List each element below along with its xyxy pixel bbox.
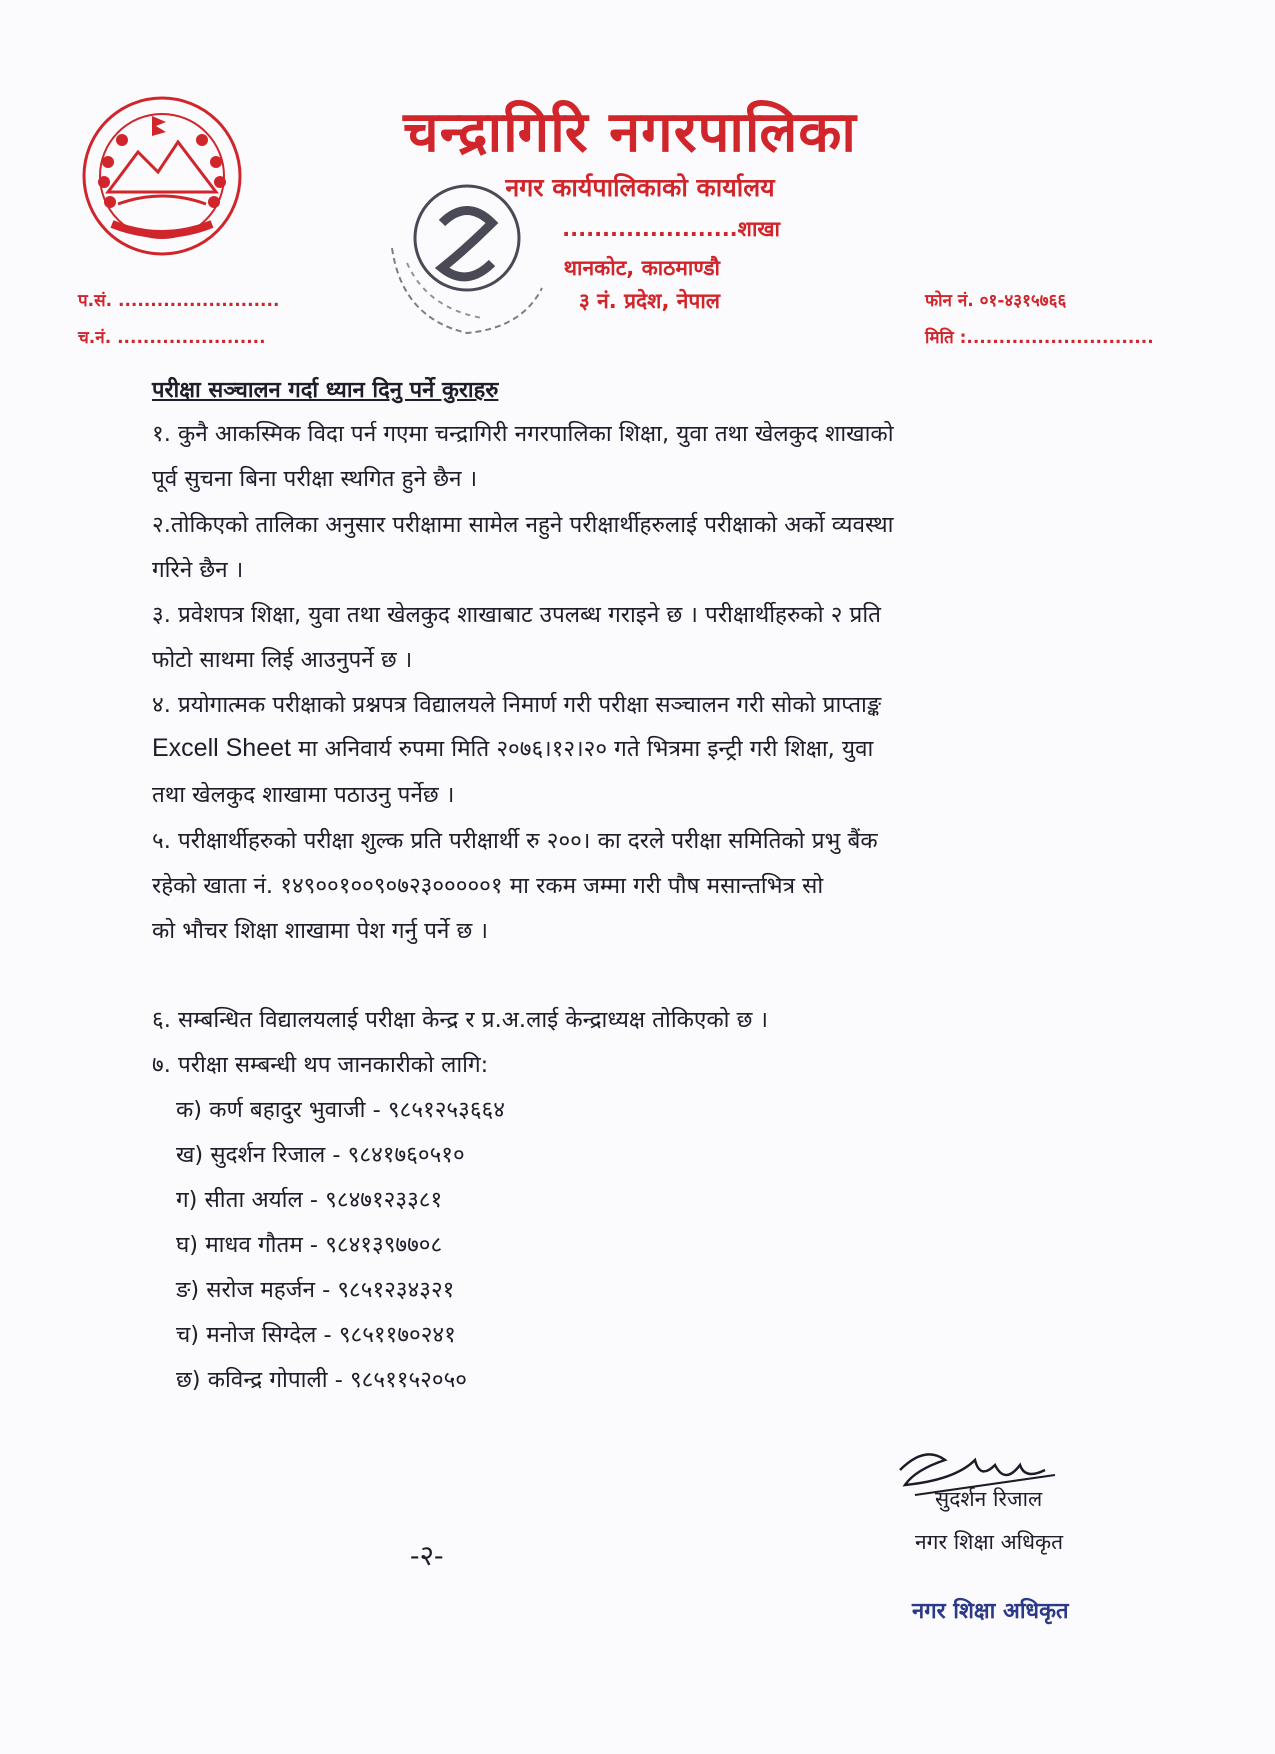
contact-item: घ) माधव गौतम - ९८४१३९७७०८ <box>176 1232 443 1258</box>
body-line: ३. प्रवेशपत्र शिक्षा, युवा तथा खेलकुद शाखाबाट उपलब्ध गराइने छ । परीक्षार्थीहरुको २ प्रति <box>152 602 882 628</box>
official-seal-title: नगर शिक्षा अधिकृत <box>912 1598 1069 1624</box>
body-line-text: मा अनिवार्य रुपमा मिति २०७६।१२।२० गते भित्रमा इन्ट्री गरी शिक्षा, युवा <box>298 736 874 762</box>
contact-item: छ) कविन्द्र गोपाली - ९८५११५२०५० <box>176 1367 467 1393</box>
body-line: पूर्व सुचना बिना परीक्षा स्थगित हुने छैन । <box>152 466 478 492</box>
body-line: तथा खेलकुद शाखामा पठाउनु पर्नेछ । <box>152 782 455 808</box>
office-subtitle: नगर कार्यपालिकाको कार्यालय <box>505 173 775 202</box>
body-line: ४. प्रयोगात्मक परीक्षाको प्रश्नपत्र विद्यालयले निमार्ण गरी परीक्षा सञ्चालन गरी सोको प्राप्ताङ्क <box>152 692 882 718</box>
contact-item: ख) सुदर्शन रिजाल - ९८४१७६०५१० <box>176 1142 465 1168</box>
ref-number: प.सं. ......................... <box>78 291 280 311</box>
page-number: -२- <box>410 1539 444 1572</box>
contact-item: ग) सीता अर्याल - ९८४७१२३३८१ <box>176 1187 443 1213</box>
dispatch-number: च.नं. ....................... <box>78 328 266 348</box>
branch-field: ......................शाखा <box>562 217 780 241</box>
contact-item: क) कर्ण बहादुर भुवाजी - ९८५१२५३६६४ <box>176 1097 505 1123</box>
body-line: गरिने छैन । <box>152 557 244 583</box>
nepal-emblem-icon <box>78 92 246 260</box>
notice-heading: परीक्षा सञ्चालन गर्दा ध्यान दिनु पर्ने कुराहरु <box>152 378 499 403</box>
signer-name: सुदर्शन रिजाल <box>935 1487 1043 1511</box>
body-line: १. कुनै आकस्मिक विदा पर्न गएमा चन्द्रागिरी नगरपालिका शिक्षा, युवा तथा खेलकुद शाखाको <box>152 421 894 447</box>
body-line <box>152 732 873 763</box>
body-line: २.तोकिएको तालिका अनुसार परीक्षामा सामेल नहुने परीक्षार्थीहरुलाई परीक्षाको अर्को व्यवस्था <box>152 512 894 538</box>
body-line: ५. परीक्षार्थीहरुको परीक्षा शुल्क प्रति परीक्षार्थी रु २००। का दरले परीक्षा समितिको प्रभु बैंक <box>152 828 878 854</box>
body-line: ७. परीक्षा सम्बन्धी थप जानकारीको लागि: <box>152 1052 489 1078</box>
date-field: मिति :............................. <box>925 328 1154 348</box>
address-line-1: थानकोट, काठमाण्डौ <box>563 256 720 280</box>
body-line: रहेको खाता नं. १४९००१००९०७२३०००००१ मा रकम जम्मा गरी पौष मसान्तभित्र सो <box>152 873 824 899</box>
office-name: चन्द्रागिरि नगरपालिका <box>403 99 857 165</box>
body-line: ६. सम्बन्धित विद्यालयलाई परीक्षा केन्द्र र प्र.अ.लाई केन्द्राध्यक्ष तोकिएको छ । <box>152 1007 769 1033</box>
office-stamp-icon <box>372 168 562 358</box>
body-line: को भौचर शिक्षा शाखामा पेश गर्नु पर्ने छ । <box>152 918 488 944</box>
body-line: फोटो साथमा लिई आउनुपर्ने छ । <box>152 647 413 673</box>
contact-item: ङ) सरोज महर्जन - ९८५१२३४३२१ <box>176 1277 455 1303</box>
excel-term: Excell Sheet <box>152 734 291 762</box>
phone-number: फोन नं. ०१-४३१५७६६ <box>925 291 1067 311</box>
contact-item: च) मनोज सिग्देल - ९८५११७०२४१ <box>176 1322 456 1348</box>
address-line-2: ३ नं. प्रदेश, नेपाल <box>578 289 720 313</box>
signer-title: नगर शिक्षा अधिकृत <box>915 1530 1064 1554</box>
